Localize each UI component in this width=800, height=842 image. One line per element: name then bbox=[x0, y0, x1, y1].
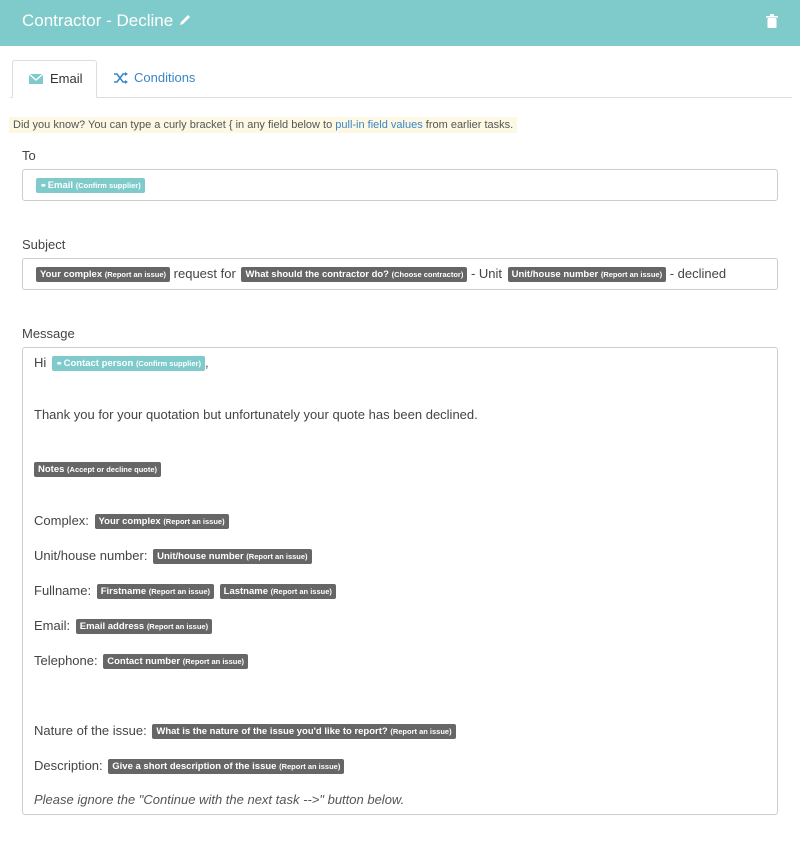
tip-suffix: from earlier tasks. bbox=[425, 119, 514, 131]
message-line: Complex: Your complex (Report an issue) bbox=[34, 512, 229, 530]
tip-prefix: Did you know? You can type a curly bracket { in any field below to bbox=[13, 119, 333, 131]
field-chip[interactable]: Email address (Report an issue) bbox=[76, 619, 212, 634]
shuffle-icon bbox=[114, 72, 128, 84]
message-line: Please ignore the "Continue with the next task -->" button below. bbox=[34, 792, 405, 807]
field-chip[interactable]: Contact number (Report an issue) bbox=[103, 654, 248, 669]
field-chip[interactable]: Unit/house number (Report an issue) bbox=[508, 267, 666, 282]
subject-text: request for bbox=[173, 266, 236, 281]
subject-field[interactable] bbox=[22, 258, 778, 290]
page-title[interactable]: Contractor - Decline bbox=[22, 11, 174, 30]
message-editor[interactable] bbox=[22, 347, 778, 815]
field-chip[interactable]: What should the contractor do? (Choose contractor) bbox=[241, 267, 467, 282]
message-line: Telephone: Contact number (Report an issue) bbox=[34, 652, 248, 670]
message-line: Fullname: Firstname (Report an issue) Lastname (Report an issue) bbox=[34, 582, 336, 600]
message-line bbox=[32, 460, 161, 478]
subject-text: - declined bbox=[669, 266, 727, 281]
tab-bar bbox=[10, 60, 792, 98]
message-line: Hi ⚭ Contact person (Confirm supplier) , bbox=[34, 355, 209, 370]
header-bar bbox=[0, 0, 800, 46]
field-chip[interactable]: ⚭ Contact person (Confirm supplier) bbox=[52, 356, 205, 371]
tab-conditions[interactable] bbox=[112, 60, 212, 98]
message-line: Email: Email address (Report an issue) bbox=[34, 617, 212, 635]
tab-email[interactable] bbox=[12, 60, 97, 98]
link-icon: ⚭ bbox=[40, 181, 46, 191]
field-chip[interactable]: Unit/house number (Report an issue) bbox=[153, 549, 311, 564]
message-line: Description: Give a short description of the issue (Report an issue) bbox=[34, 757, 344, 775]
field-chip[interactable]: What is the nature of the issue you'd like to report? (Report an issue) bbox=[152, 724, 455, 739]
field-chip[interactable]: Lastname (Report an issue) bbox=[220, 584, 336, 599]
trash-icon[interactable] bbox=[766, 14, 778, 28]
pencil-icon[interactable] bbox=[178, 13, 192, 27]
subject-label: Subject bbox=[22, 237, 66, 252]
link-icon: ⚭ bbox=[55, 359, 62, 369]
subject-text: - Unit bbox=[470, 266, 502, 281]
tip-banner bbox=[9, 117, 517, 133]
field-chip[interactable]: Give a short description of the issue (Report an issue) bbox=[108, 759, 344, 774]
field-chip[interactable]: ⚭ Email (Confirm supplier) bbox=[36, 178, 145, 193]
tab-email-label: Email bbox=[50, 71, 83, 86]
field-chip[interactable]: Notes (Accept or decline quote) bbox=[34, 462, 161, 477]
message-line: Nature of the issue: What is the nature of the issue you'd like to report? (Report an issue) bbox=[34, 722, 456, 740]
to-field[interactable] bbox=[22, 169, 778, 201]
envelope-icon bbox=[29, 74, 43, 84]
field-chip[interactable]: Firstname (Report an issue) bbox=[97, 584, 214, 599]
tab-conditions-label: Conditions bbox=[134, 70, 196, 85]
field-chip[interactable]: Your complex (Report an issue) bbox=[36, 267, 170, 282]
message-label: Message bbox=[22, 326, 75, 341]
field-chip[interactable]: Your complex (Report an issue) bbox=[95, 514, 229, 529]
to-label: To bbox=[22, 148, 36, 163]
message-line: Unit/house number: Unit/house number (Report an issue) bbox=[34, 547, 312, 565]
message-line: Thank you for your quotation but unfortunately your quote has been declined. bbox=[34, 407, 478, 422]
pull-in-field-values-link[interactable]: pull-in field values bbox=[335, 119, 423, 131]
